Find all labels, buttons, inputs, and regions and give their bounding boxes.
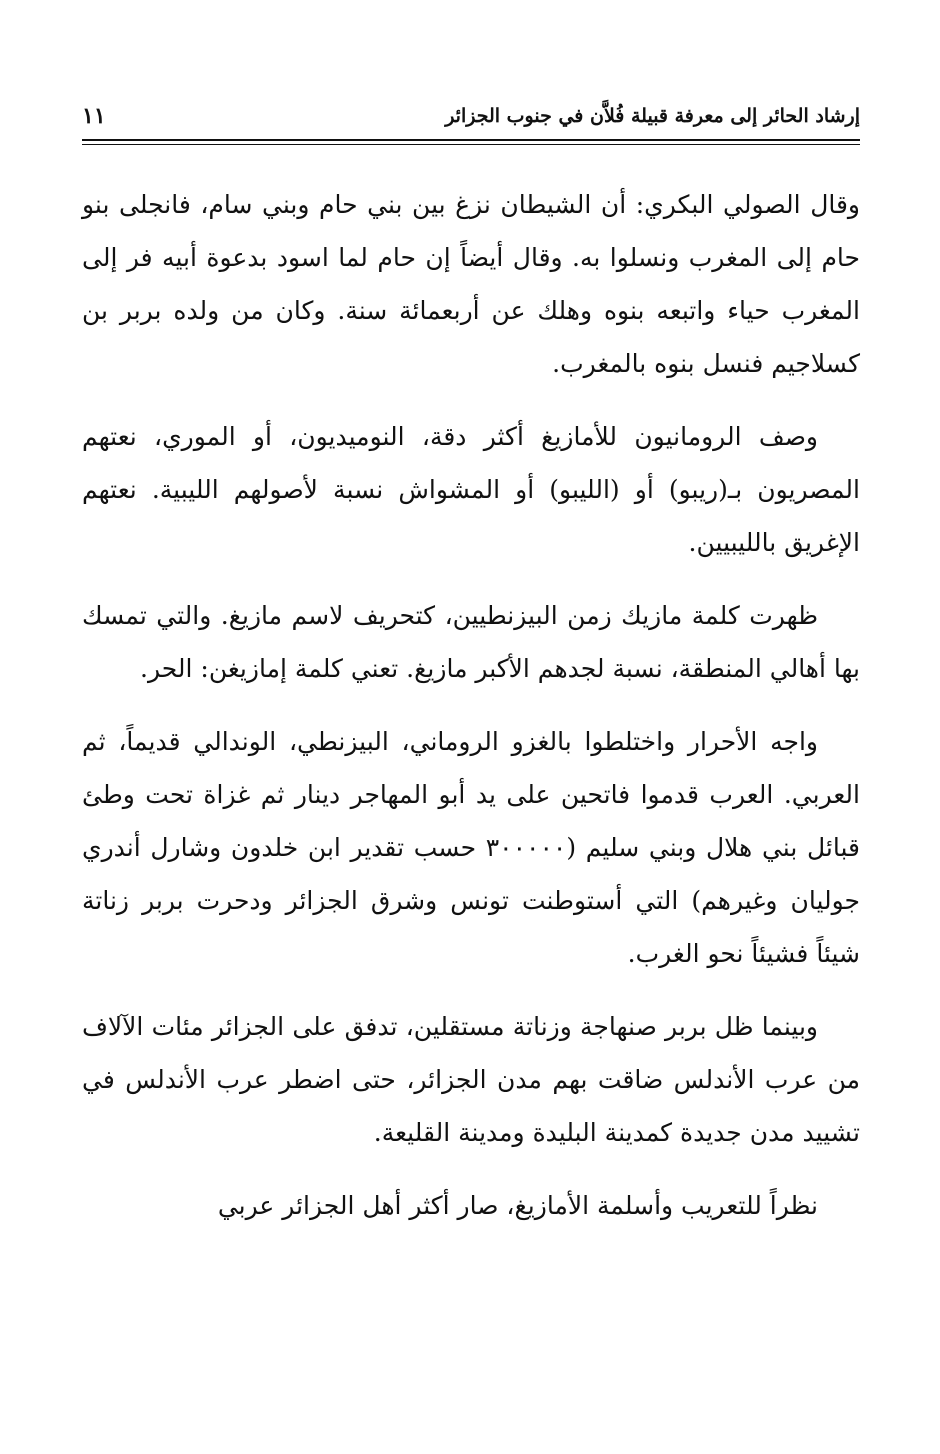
header-rule-thick xyxy=(82,139,860,141)
body-text xyxy=(82,178,860,1252)
running-header-title: إرشاد الحائر إلى معرفة قبيلة فُلاَّن في جنوب الجزائر xyxy=(445,105,860,127)
page-number: ١١ xyxy=(82,103,106,129)
paragraph-1: وقال الصولي البكري: أن الشيطان نزغ بين بني حام وبني سام، فانجلى بنو حام إلى المغرب ونسلوا به. وقال أيضاً إن حام لما اسود بدعوة أبيه فر إلى المغرب حياء واتبعه بنوه وهلك عن أربعمائة سنة. وكان من ولده بربر بن كسلاجيم فنسل بنوه بالمغرب. xyxy=(82,190,860,378)
paragraph-3: ظهرت كلمة مازيك زمن البيزنطيين، كتحريف لاسم مازيغ. والتي تمسك بها أهالي المنطقة، نسبة لجدهم الأكبر مازيغ. تعني كلمة إمازيغن: الحر. xyxy=(82,601,860,683)
paragraph-6: نظراً للتعريب وأسلمة الأمازيغ، صار أكثر أهل الجزائر عربي xyxy=(217,1191,818,1220)
paragraph-5: وبينما ظل بربر صنهاجة وزناتة مستقلين، تدفق على الجزائر مئات الآلاف من عرب الأندلس ضاقت بهم مدن الجزائر، حتى اضطر عرب الأندلس في تشييد مدن جديدة كمدينة البليدة ومدينة القليعة. xyxy=(82,1012,860,1147)
paragraph-4: واجه الأحرار واختلطوا بالغزو الروماني، البيزنطي، الوندالي قديماً، ثم العربي. العرب قدموا فاتحين على يد أبو المهاجر دينار ثم غزاة تحت وطئ قبائل بني هلال وبني سليم (٣٠٠٠٠٠ حسب تقدير ابن خلدون وشارل أندري جوليان وغيرهم) التي أستوطنت تونس وشرق الجزائر ودحرت بربر زناتة شيئاً فشيئاً نحو الغرب. xyxy=(82,727,860,968)
running-header xyxy=(82,96,860,136)
header-rule-thin xyxy=(82,144,860,145)
paragraph-2: وصف الرومانيون للأمازيغ أكثر دقة، النوميديون، أو الموري، نعتهم المصريون بـ(ريبو) أو (الليبو) أو المشواش نسبة لأصولهم الليبية. نعتهم الإغريق بالليبيين. xyxy=(82,422,860,557)
